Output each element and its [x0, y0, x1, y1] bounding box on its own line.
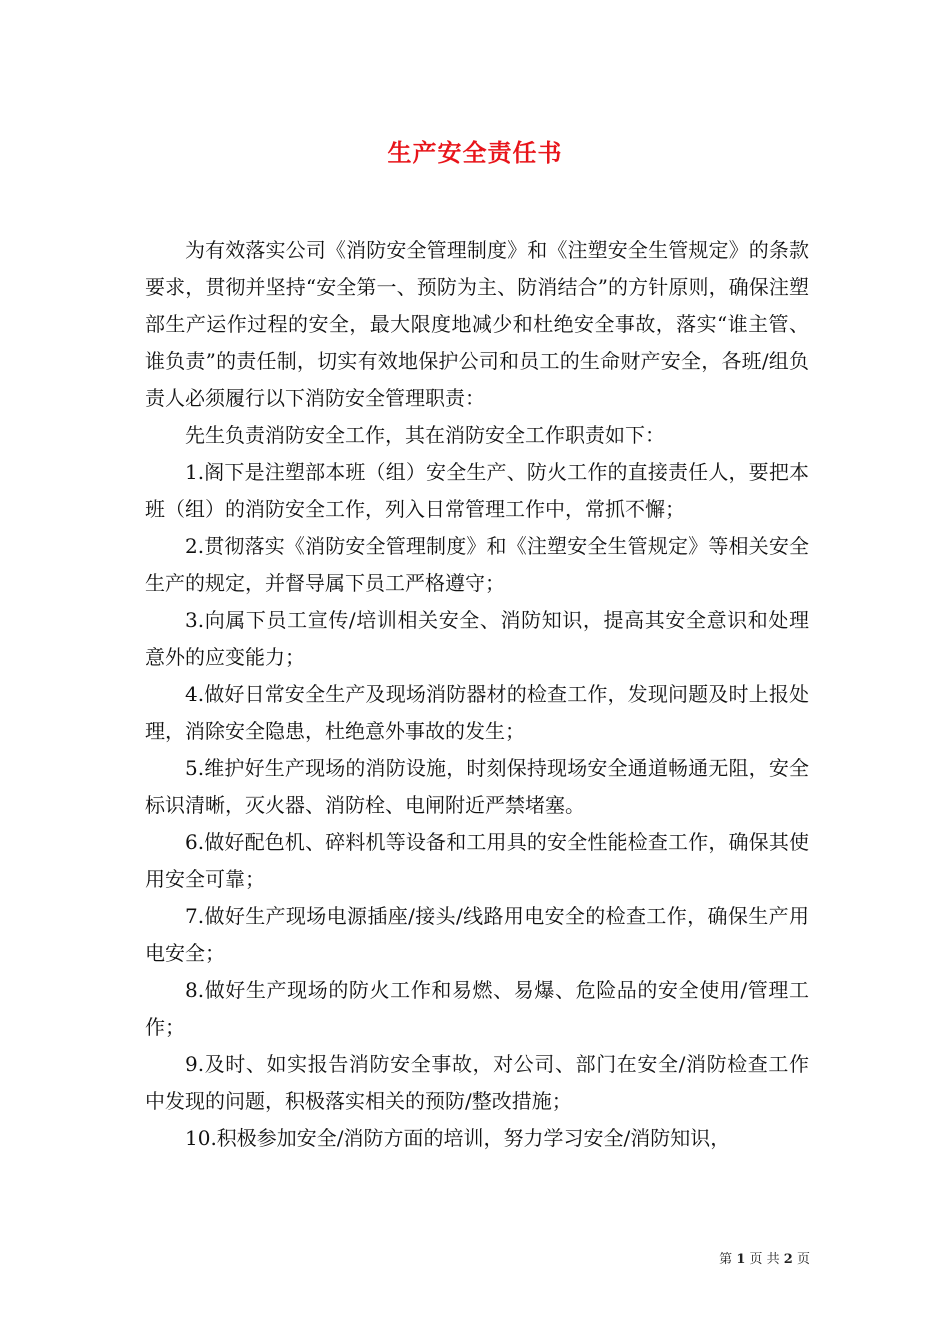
duty-item-6: 6.做好配色机、碎料机等设备和工用具的安全性能检查工作，确保其使用安全可靠； — [145, 830, 809, 891]
duty-item-5: 5.维护好生产现场的消防设施，时刻保持现场安全通道畅通无阻，安全标识清晰，灭火器、消防栓、电闸附近严禁堵塞。 — [145, 756, 809, 817]
duty-item-1: 1.阁下是注塑部本班（组）安全生产、防火工作的直接责任人，要把本班（组）的消防安全工作，列入日常管理工作中，常抓不懈； — [145, 460, 809, 521]
duty-item-2: 2.贯彻落实《消防安全管理制度》和《注塑安全生管规定》等相关安全生产的规定，并督导属下员工严格遵守； — [145, 534, 809, 595]
duty-item-9: 9.及时、如实报告消防安全事故，对公司、部门在安全/消防检查工作中发现的问题，积极落实相关的预防/整改措施； — [145, 1052, 809, 1113]
document-body — [145, 232, 809, 1157]
footer-prefix: 第 — [719, 1252, 733, 1267]
footer-middle: 页 共 — [749, 1252, 780, 1267]
duty-item-10: 10.积极参加安全/消防方面的培训，努力学习安全/消防知识， — [185, 1126, 731, 1150]
duty-item-8: 8.做好生产现场的防火工作和易燃、易爆、危险品的安全使用/管理工作； — [145, 978, 809, 1039]
paragraph-intro: 为有效落实公司《消防安全管理制度》和《注塑安全生管规定》的条款要求，贯彻并坚持“安全第一、预防为主、防消结合”的方针原则，确保注塑部生产运作过程的安全，最大限度地减少和杜绝安全事故，落实“谁主管、谁负责”的责任制，切实有效地保护公司和员工的生命财产安全，各班/组负责人必须履行以下消防安全管理职责： — [145, 238, 809, 410]
footer-suffix: 页 — [796, 1252, 810, 1267]
duty-item-7: 7.做好生产现场电源插座/接头/线路用电安全的检查工作，确保生产用电安全； — [145, 904, 809, 965]
footer-total-pages: 2 — [783, 1252, 793, 1267]
duty-item-3: 3.向属下员工宣传/培训相关安全、消防知识，提高其安全意识和处理意外的应变能力； — [145, 608, 809, 669]
page-number-footer — [660, 1248, 810, 1267]
duty-item-4: 4.做好日常安全生产及现场消防器材的检查工作，发现问题及时上报处理，消除安全隐患，杜绝意外事故的发生； — [145, 682, 809, 743]
paragraph-responsible-person: 先生负责消防安全工作，其在消防安全工作职责如下： — [185, 423, 665, 447]
document-title: 生产安全责任书 — [387, 138, 563, 167]
footer-page-number: 1 — [736, 1252, 746, 1267]
